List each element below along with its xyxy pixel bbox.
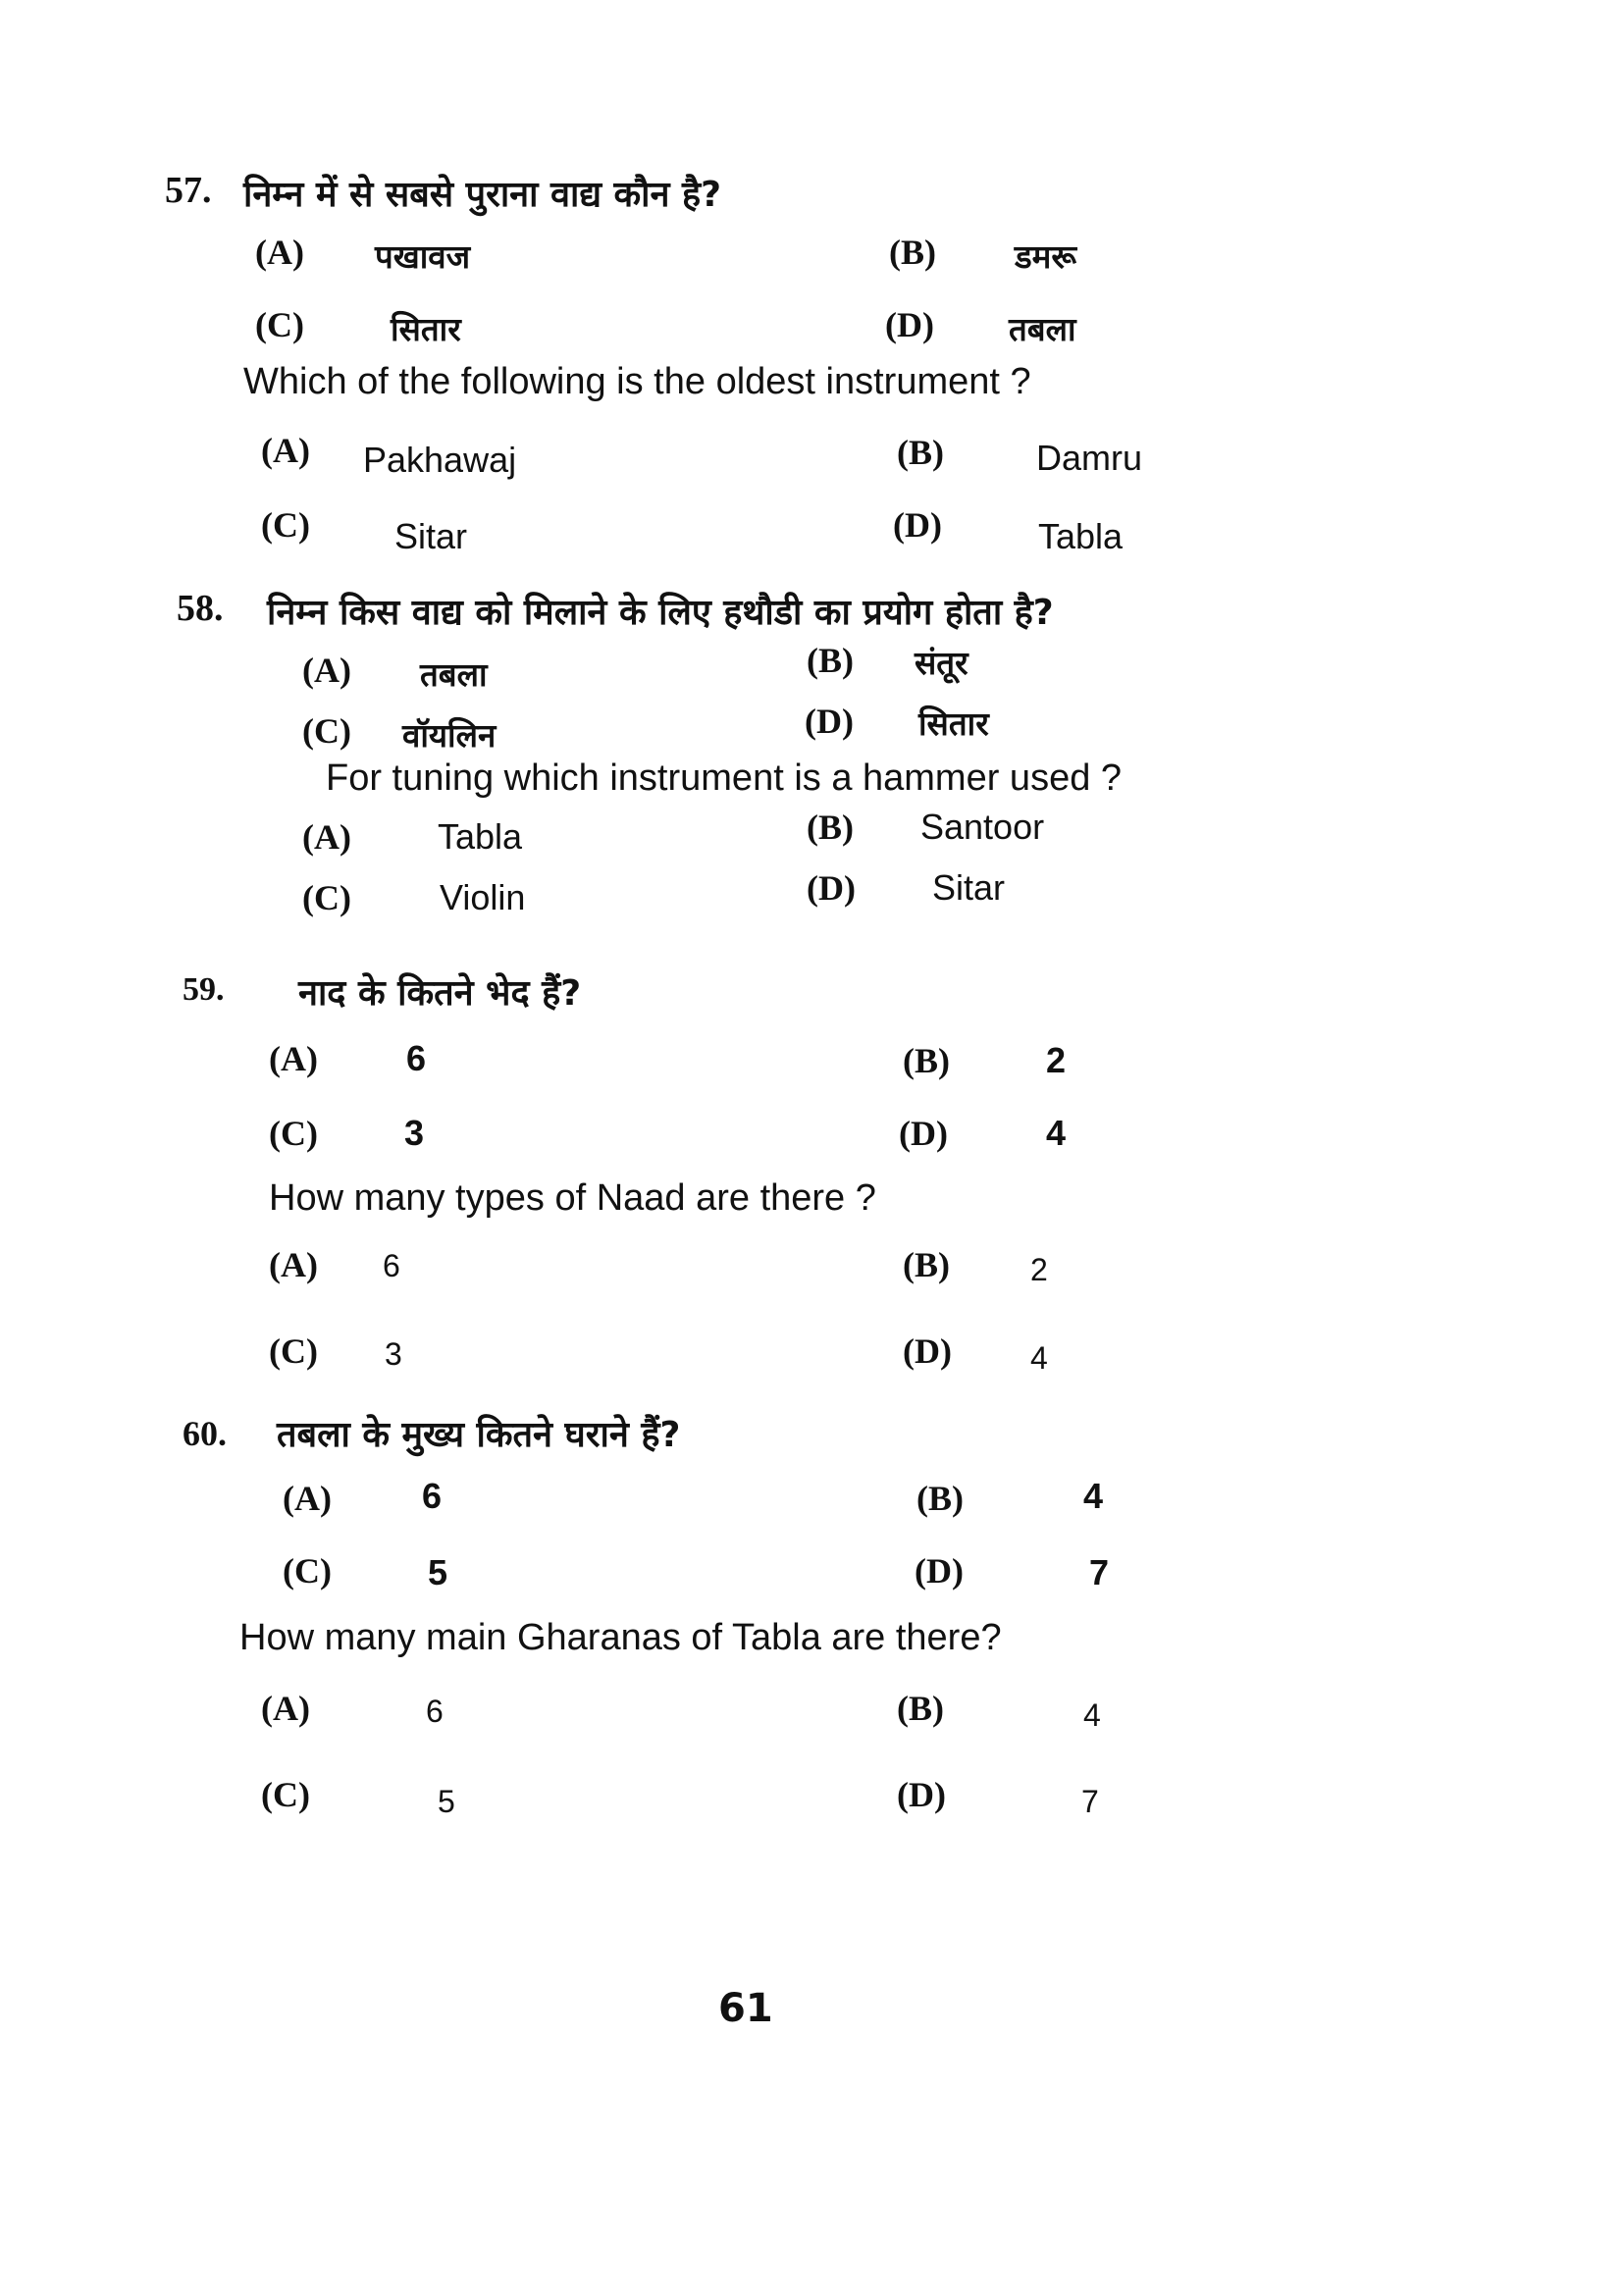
option-label-b: (B) xyxy=(807,641,854,680)
option-text-d: 4 xyxy=(1046,1113,1067,1153)
option-label-b: (B) xyxy=(889,233,936,272)
option-label-a: (A) xyxy=(261,431,310,470)
option-label-c: (C) xyxy=(261,505,310,545)
option-text-a: पखावज xyxy=(375,237,471,276)
option-text-d: Sitar xyxy=(932,867,1006,908)
question-text-english: Which of the following is the oldest instrument ? xyxy=(243,361,1031,402)
option-label-b: (B) xyxy=(807,808,854,847)
option-label-c: (C) xyxy=(302,878,351,917)
question-number: 59. xyxy=(183,971,225,1008)
question-text-english: How many types of Naad are there ? xyxy=(269,1177,876,1219)
option-text-a: 6 xyxy=(383,1248,400,1283)
option-text-c: सितार xyxy=(391,310,461,348)
option-label-b: (B) xyxy=(897,1689,944,1728)
option-text-b: 2 xyxy=(1030,1252,1048,1287)
option-label-d: (D) xyxy=(805,702,854,741)
option-text-d: सितार xyxy=(918,704,989,743)
option-text-a: 6 xyxy=(426,1694,444,1729)
question-text-hindi: तबला के मुख्य कितने घराने हैं? xyxy=(277,1415,681,1455)
option-label-a: (A) xyxy=(269,1039,318,1078)
option-text-b: Damru xyxy=(1036,438,1143,478)
question-number: 58. xyxy=(177,588,224,629)
option-label-a: (A) xyxy=(261,1689,310,1728)
option-text-b: डमरू xyxy=(1015,237,1077,276)
question-number: 60. xyxy=(183,1414,227,1453)
option-label-d: (D) xyxy=(903,1331,952,1371)
question-text-english: For tuning which instrument is a hammer used ? xyxy=(326,757,1123,799)
question-text-english: How many main Gharanas of Tabla are there? xyxy=(239,1617,1002,1658)
option-label-b: (B) xyxy=(897,433,944,472)
option-text-a: Tabla xyxy=(438,816,523,857)
option-text-d: Tabla xyxy=(1038,516,1124,556)
option-label-a: (A) xyxy=(283,1479,332,1518)
option-text-a: Pakhawaj xyxy=(363,440,517,480)
option-label-a: (A) xyxy=(302,817,351,857)
option-text-a: तबला xyxy=(420,655,488,694)
question-text-hindi: नाद के कितने भेद हैं? xyxy=(298,973,582,1014)
option-text-c: Sitar xyxy=(394,516,468,556)
option-text-b: 4 xyxy=(1083,1476,1104,1516)
option-text-a: 6 xyxy=(406,1038,427,1078)
option-text-c: 3 xyxy=(404,1113,425,1153)
page-number: 61 xyxy=(718,1986,773,2031)
option-label-d: (D) xyxy=(885,305,934,344)
option-label-c: (C) xyxy=(283,1551,332,1591)
option-label-b: (B) xyxy=(903,1245,950,1284)
question-number: 57. xyxy=(165,170,212,211)
option-text-a: 6 xyxy=(422,1476,443,1516)
question-text-hindi: निम्न में से सबसे पुराना वाद्य कौन है? xyxy=(243,175,722,215)
option-text-b: 2 xyxy=(1046,1040,1067,1080)
option-label-c: (C) xyxy=(269,1331,318,1371)
option-text-c: वॉयलिन xyxy=(402,716,497,755)
option-label-c: (C) xyxy=(261,1775,310,1814)
option-text-d: 4 xyxy=(1030,1340,1048,1376)
option-label-c: (C) xyxy=(269,1114,318,1153)
option-label-b: (B) xyxy=(916,1479,964,1518)
option-text-c: 5 xyxy=(438,1784,455,1819)
option-text-c: Violin xyxy=(440,877,526,917)
option-text-d: 7 xyxy=(1081,1784,1099,1819)
option-label-c: (C) xyxy=(302,711,351,751)
option-text-b: संतूर xyxy=(915,644,968,682)
option-label-c: (C) xyxy=(255,305,304,344)
option-text-c: 3 xyxy=(385,1336,402,1372)
option-text-d: तबला xyxy=(1009,310,1076,348)
question-text-hindi: निम्न किस वाद्य को मिलाने के लिए हथौडी का प्रयोग होता है? xyxy=(267,593,1054,633)
option-label-a: (A) xyxy=(302,651,351,690)
option-label-d: (D) xyxy=(893,505,942,545)
option-label-d: (D) xyxy=(897,1775,946,1814)
option-label-d: (D) xyxy=(899,1114,948,1153)
option-text-d: 7 xyxy=(1089,1552,1110,1592)
option-text-b: Santoor xyxy=(920,807,1045,847)
option-label-a: (A) xyxy=(269,1245,318,1284)
option-label-b: (B) xyxy=(903,1041,950,1080)
option-label-d: (D) xyxy=(915,1551,964,1591)
option-label-d: (D) xyxy=(807,868,856,908)
option-text-b: 4 xyxy=(1083,1697,1101,1733)
option-text-c: 5 xyxy=(428,1552,448,1592)
option-label-a: (A) xyxy=(255,233,304,272)
